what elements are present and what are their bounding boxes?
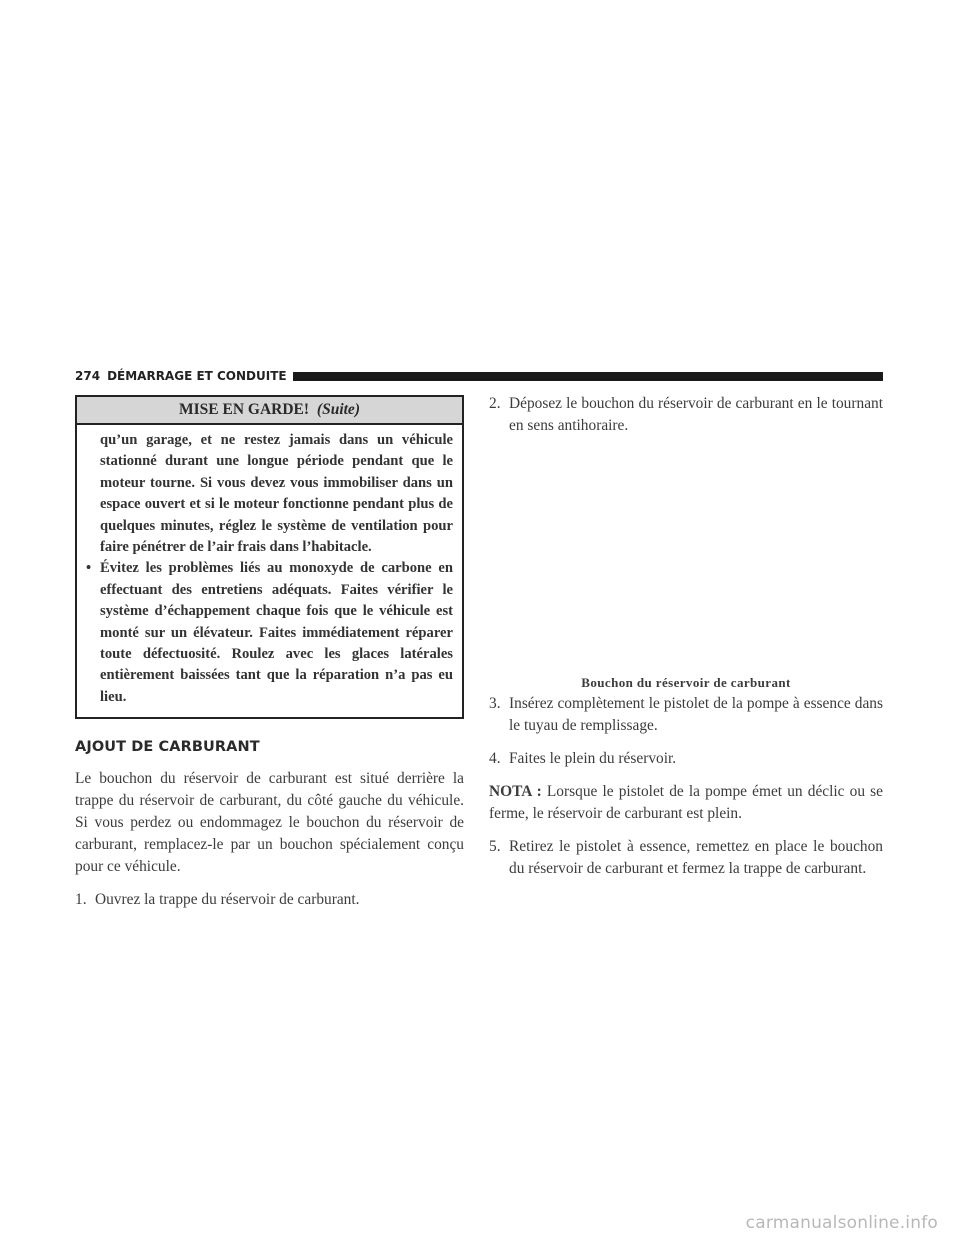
warning-body [77, 425, 462, 717]
note-text: Lorsque le pistolet de la pompe émet un déclic ou se ferme, le réservoir de carburant est plein. [489, 783, 883, 822]
page-header [75, 368, 883, 384]
warning-title [77, 397, 462, 425]
step-text: Insérez complètement le pistolet de la pompe à essence dans le tuyau de remplissage. [509, 695, 883, 734]
page-number: 274 [75, 369, 101, 383]
step-number: 3. [489, 695, 501, 712]
bullet-icon: • [86, 560, 92, 577]
step-number: 2. [489, 395, 501, 412]
step-number: 1. [75, 891, 87, 909]
warning-bullet-text: Évitez les problèmes liés au monoxyde de carbone en effectuant des entretiens adéquats. Faites vérifier le système d’échappement chaque fois que le véhicule est monté sur un élévateur. Faites immédiatement réparer toute défectuosité. Roulez avec les glaces latérales entièrement baissées tant que la réparation n’a pas eu lieu. [100, 560, 453, 705]
right-column [489, 393, 883, 880]
section-heading: AJOUT DE CARBURANT [75, 739, 260, 756]
header-rule [293, 372, 883, 381]
note-paragraph [489, 781, 883, 825]
step-text: Retirez le pistolet à essence, remettez en place le bouchon du réservoir de carburant et fermez la trappe de carburant. [509, 838, 883, 877]
figure-image-area [489, 437, 883, 673]
step-2 [489, 393, 883, 437]
step-4 [489, 748, 883, 770]
note-label: NOTA : [489, 783, 542, 800]
step-text: Déposez le bouchon du réservoir de carburant en le tournant en sens antihoraire. [509, 395, 883, 434]
step-number: 5. [489, 838, 501, 855]
left-column [75, 395, 464, 911]
warning-continuation: qu’un garage, et ne restez jamais dans un véhicule stationné durant une longue période pendant que le moteur tourne. Si vous devez vous immobiliser dans un espace ouvert et si le moteur fonctionne pendant plus de quelques minutes, réglez le système de ventilation pour faire pénétrer de l’air frais dans l’habitacle. [100, 432, 453, 556]
warning-box [75, 395, 464, 719]
warning-title-suffix: (Suite) [316, 401, 360, 418]
watermark-link[interactable]: carmanualsonline.info [745, 1213, 938, 1233]
warning-title-text: MISE EN GARDE! [179, 401, 310, 418]
step-number: 4. [489, 750, 501, 767]
step-5 [489, 836, 883, 880]
step-3 [489, 693, 883, 737]
step-text: Ouvrez la trappe du réservoir de carburant. [95, 891, 360, 909]
running-section-title: DÉMARRAGE ET CONDUITE [107, 369, 287, 383]
step-1 [75, 889, 464, 911]
warning-bullet-item [86, 558, 453, 708]
intro-paragraph: Le bouchon du réservoir de carburant est situé derrière la trappe du réservoir de carburant, du côté gauche du véhicule. Si vous perdez ou endommagez le bouchon du réservoir de carburant, remplacez-le par un bouchon spécialement conçu pour ce véhicule. [75, 770, 464, 876]
figure-caption: Bouchon du réservoir de carburant [581, 675, 791, 690]
step-text: Faites le plein du réservoir. [509, 750, 677, 767]
